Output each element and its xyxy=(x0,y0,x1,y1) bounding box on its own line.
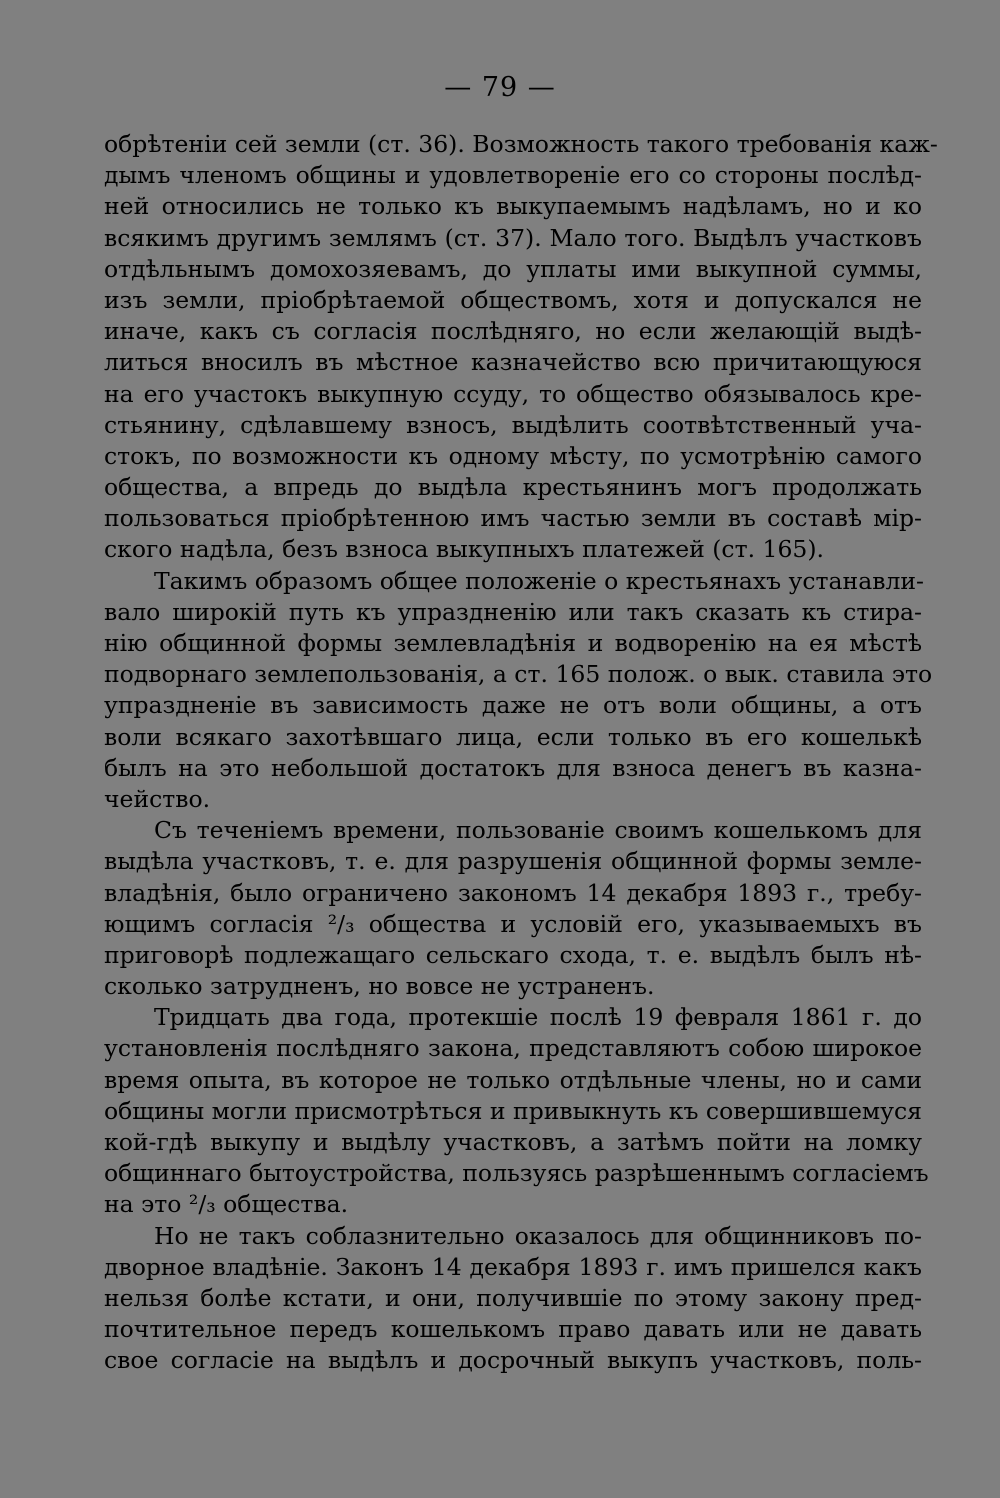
text-line: общины могли присмотрѣться и привыкнуть къ совершившемуся xyxy=(104,1096,922,1125)
text-line: установленія послѣдняго закона, представляютъ собою широкое xyxy=(104,1034,922,1063)
paragraph xyxy=(104,129,938,566)
text-line: сколько затрудненъ, но вовсе не устраненъ. xyxy=(104,972,655,1001)
text-line: изъ земли, пріобрѣтаемой обществомъ, хотя и допускался не xyxy=(104,285,922,314)
text-line: Съ теченіемъ времени, пользованіе своимъ кошелькомъ для xyxy=(154,816,922,845)
text-line: владѣнія, было ограничено закономъ 14 декабря 1893 г., требу- xyxy=(104,878,922,907)
paragraph xyxy=(104,566,933,816)
text-line: на это ²/₃ общества. xyxy=(104,1190,349,1219)
text-line: воли всякаго захотѣвшаго лица, если только въ его кошелькѣ xyxy=(104,722,922,751)
paragraph xyxy=(104,1221,922,1377)
text-line: былъ на это небольшой достатокъ для взноса денегъ въ казна- xyxy=(104,753,922,782)
text-line: всякимъ другимъ землямъ (ст. 37). Мало того. Выдѣлъ участковъ xyxy=(104,223,922,252)
text-line: ского надѣла, безъ взноса выкупныхъ платежей (ст. 165). xyxy=(104,535,824,564)
text-line: время опыта, въ которое не только отдѣльные члены, но и сами xyxy=(104,1065,922,1094)
text-line: ющимъ согласія ²/₃ общества и условій его, указываемыхъ въ xyxy=(104,909,922,938)
text-line: чейство. xyxy=(104,784,211,813)
paragraph xyxy=(104,815,922,1002)
text-line: дымъ членомъ общины и удовлетвореніе его со стороны послѣд- xyxy=(104,161,922,190)
text-line: иначе, какъ съ согласія послѣдняго, но если желающій выдѣ- xyxy=(104,317,922,346)
text-line: на его участокъ выкупную ссуду, то общество обязывалось кре- xyxy=(104,379,922,408)
body-text xyxy=(104,129,938,1377)
text-line: пользоваться пріобрѣтенною имъ частью земли въ составѣ мір- xyxy=(104,504,922,533)
text-line: ней относились не только къ выкупаемымъ надѣламъ, но и ко xyxy=(104,192,922,221)
text-line: подворнаго землепользованія, а ст. 165 полож. о вык. ставила это xyxy=(104,660,933,689)
text-line: упраздненіе въ зависимость даже не отъ воли общины, а отъ xyxy=(104,691,922,720)
paragraph xyxy=(104,1002,929,1220)
text-line: свое согласіе на выдѣлъ и досрочный выкупъ участковъ, поль- xyxy=(104,1346,922,1375)
text-line: отдѣльнымъ домохозяевамъ, до уплаты ими выкупной суммы, xyxy=(104,254,922,283)
text-line: стьянину, сдѣлавшему взносъ, выдѣлить соотвѣтственный уча- xyxy=(104,410,922,439)
text-line: обрѣтеніи сей земли (ст. 36). Возможность такого требованія каж- xyxy=(104,130,938,158)
text-line: нію общинной формы землевладѣнія и водворенію на ея мѣстѣ xyxy=(104,629,922,657)
text-line: общиннаго бытоустройства, пользуясь разрѣшеннымъ согласіемъ xyxy=(104,1159,929,1188)
text-line: кой-гдѣ выкупу и выдѣлу участковъ, а затѣмъ пойти на ломку xyxy=(104,1128,922,1156)
text-line: почтительное передъ кошелькомъ право давать или не давать xyxy=(104,1315,922,1344)
text-line: Но не такъ соблазнительно оказалось для общинниковъ по- xyxy=(154,1221,922,1250)
text-line: вало широкій путь къ упраздненію или такъ сказать къ стира- xyxy=(104,597,922,626)
text-line: стокъ, по возможности къ одному мѣсту, по усмотрѣнію самого xyxy=(104,441,922,470)
page-number: — 79 — xyxy=(444,72,556,103)
text-line: выдѣла участковъ, т. е. для разрушенія общинной формы земле- xyxy=(104,847,922,876)
text-line: нельзя болѣе кстати, и они, получившіе по этому закону пред- xyxy=(104,1283,922,1312)
text-line: дворное владѣніе. Законъ 14 декабря 1893 г. имъ пришелся какъ xyxy=(104,1252,922,1281)
text-line: общества, а впредь до выдѣла крестьянинъ могъ продолжать xyxy=(104,473,922,502)
text-line: приговорѣ подлежащаго сельскаго схода, т. е. выдѣлъ былъ нѣ- xyxy=(104,940,922,969)
text-line: литься вносилъ въ мѣстное казначейство всю причитающуюся xyxy=(104,348,922,377)
text-line: Тридцать два года, протекшіе послѣ 19 февраля 1861 г. до xyxy=(154,1003,922,1032)
text-line: Такимъ образомъ общее положеніе о крестьянахъ устанавли- xyxy=(154,566,924,595)
